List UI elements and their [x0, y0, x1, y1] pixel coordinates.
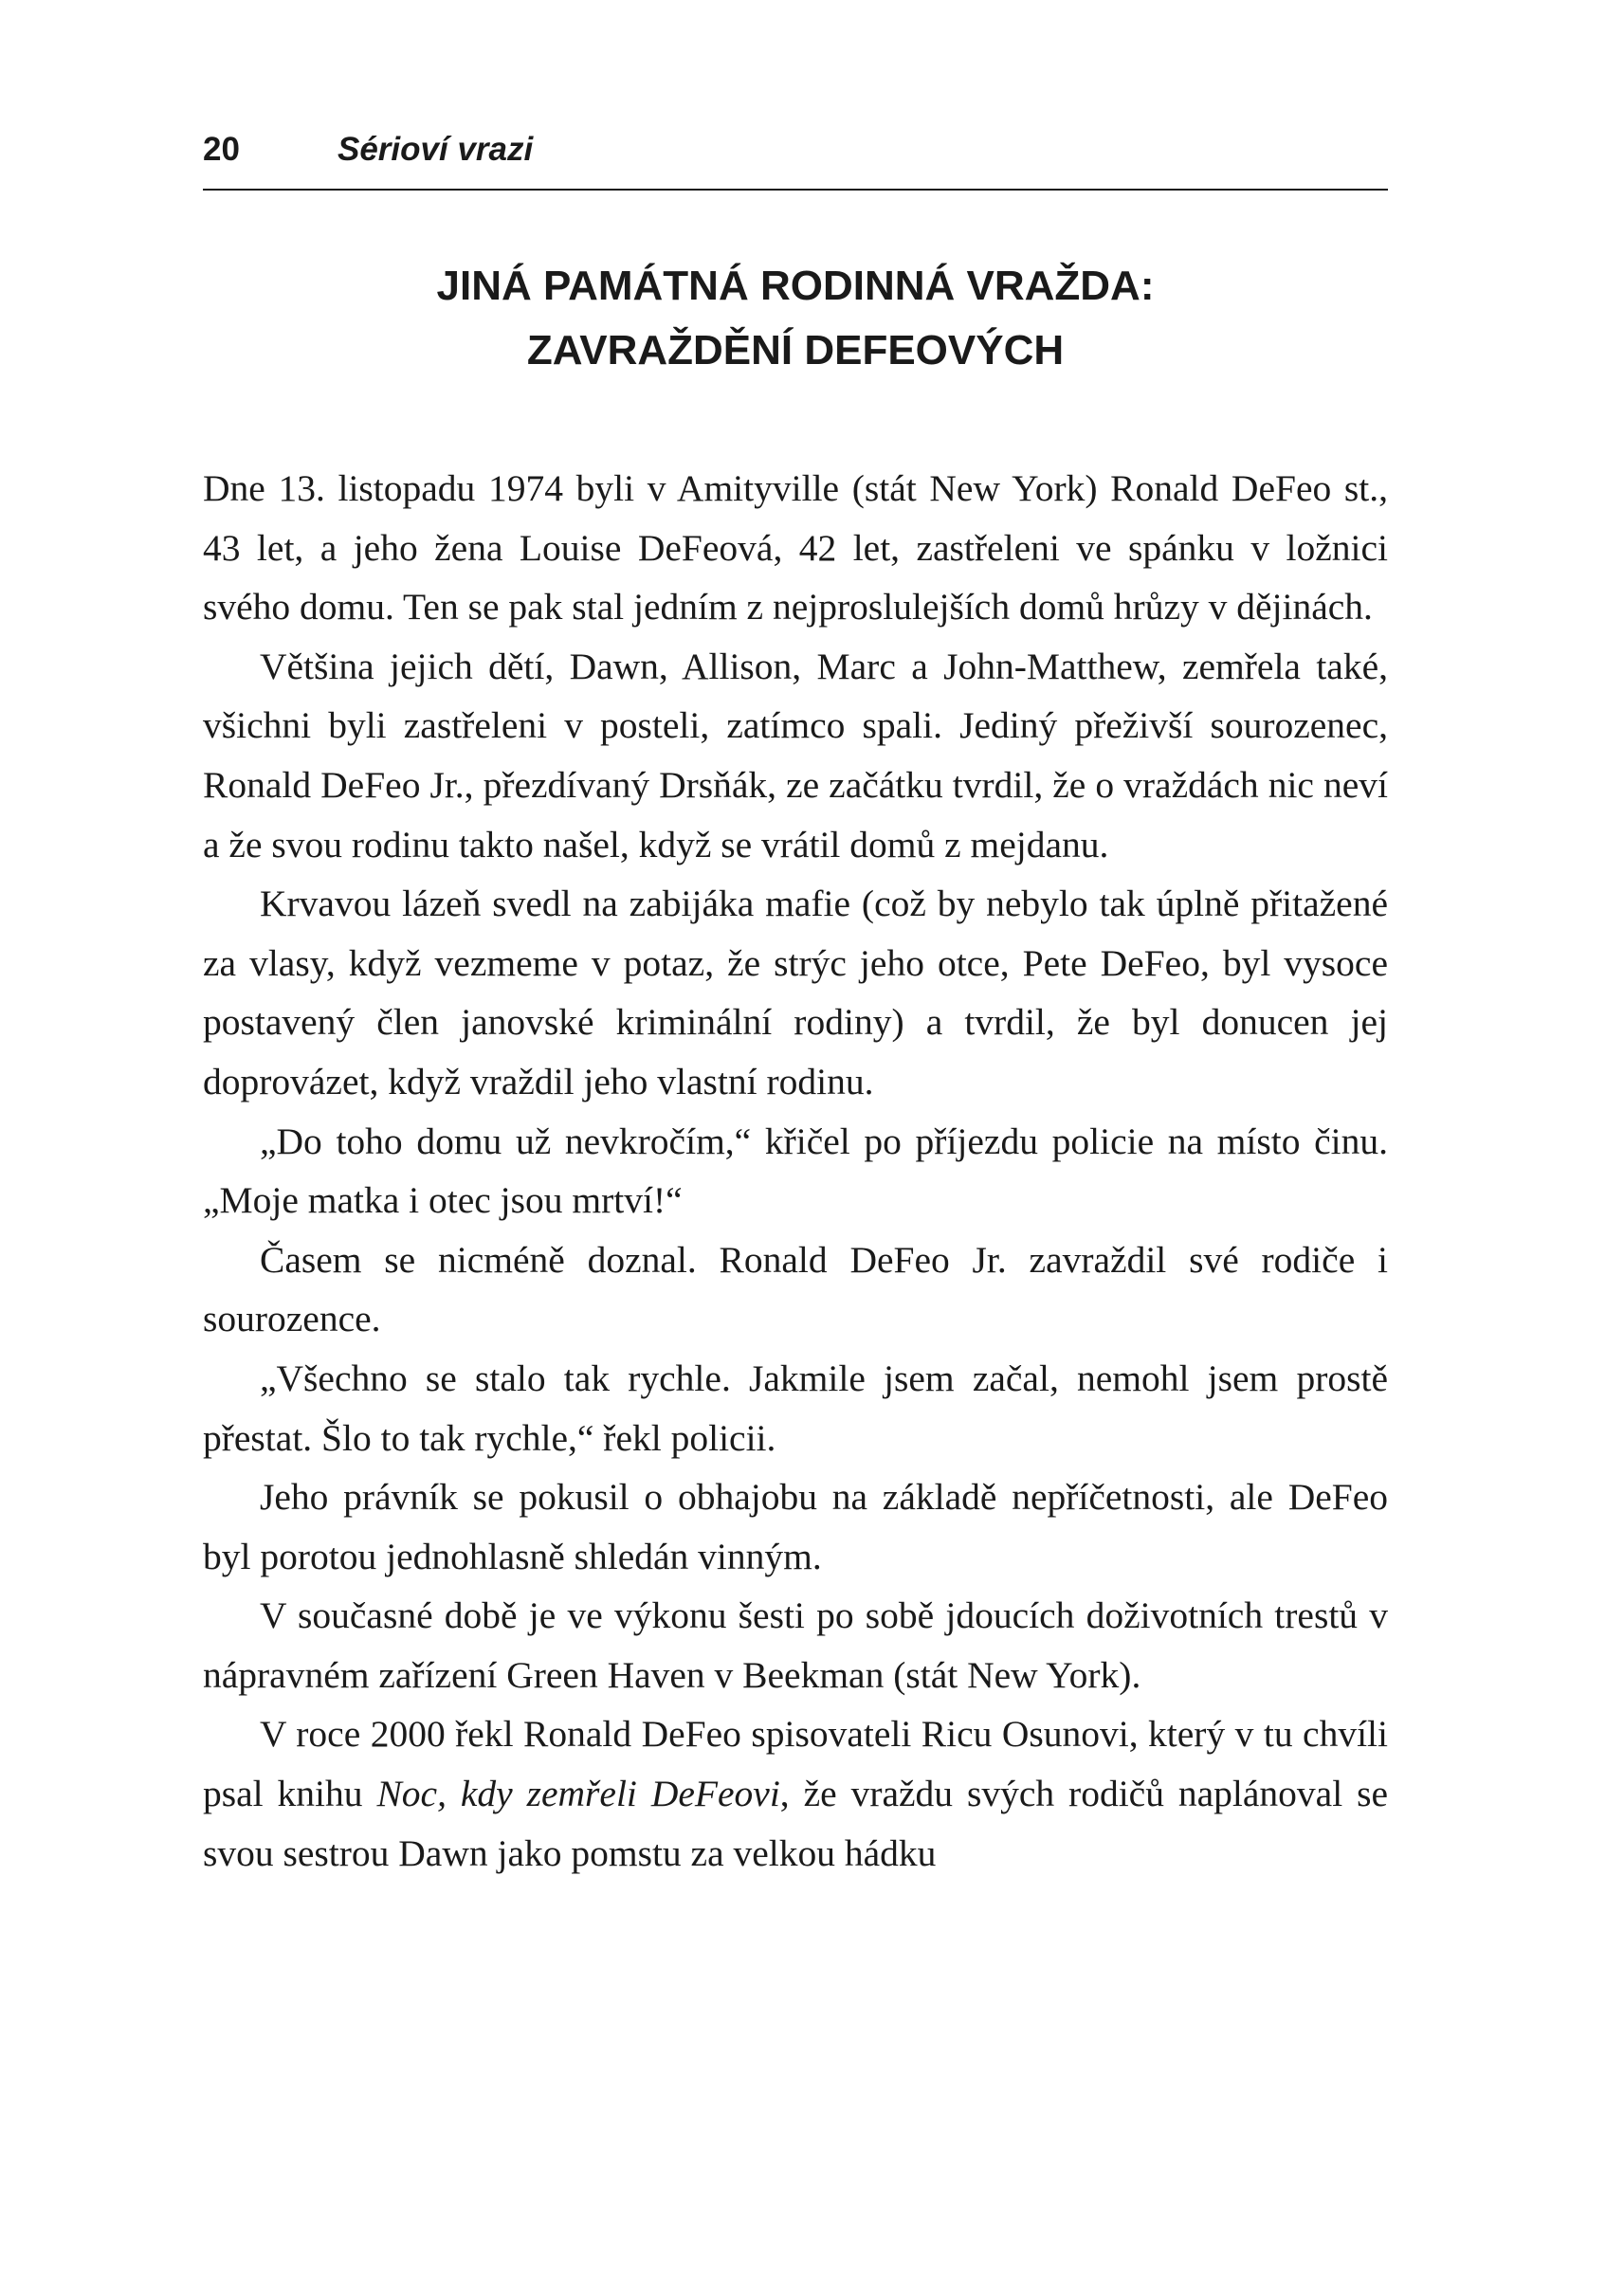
- body-text: [203, 459, 1388, 1883]
- running-head-title: Sérioví vrazi: [338, 131, 534, 168]
- page-number: 20: [203, 131, 240, 168]
- paragraph-4: „Do toho domu už nevkročím,“ křičel po příjezdu policie na místo činu. „Moje matka i otec jsou mrtví!“: [203, 1120, 1388, 1222]
- paragraph-9-text-end: , že vraždu svých rodičů naplánoval se svou sestrou Dawn jako pomstu za velkou hádku: [203, 1773, 1388, 1874]
- paragraph-9: [203, 1704, 1388, 1883]
- header-rule: [203, 189, 1388, 191]
- paragraph-5: Časem se nicméně doznal. Ronald DeFeo Jr. zavraždil své rodiče i sourozence.: [203, 1238, 1388, 1340]
- paragraph-6: „Všechno se stalo tak rychle. Jakmile jsem začal, nemohl jsem prostě přestat. Šlo to tak rychle,“ řekl policii.: [203, 1357, 1388, 1459]
- paragraph-7: Jeho právník se pokusil o obhajobu na základě nepříčetnosti, ale DeFeo byl porotou jednohlasně shledán vinným.: [203, 1476, 1388, 1577]
- paragraph-3: Krvavou lázeň svedl na zabijáka mafie (což by nebylo tak úplně přitažené za vlasy, když vezmeme v potaz, že strýc jeho otce, Pete DeFeo, byl vysoce postavený člen janovské kriminální rodiny) a tvrdil, že byl donucen jej doprovázet, když vraždil jeho vlastní rodinu.: [203, 883, 1388, 1102]
- paragraph-9-text-start: V roce 2000 řekl Ronald DeFeo spisovateli Ricu Osunovi, který v tu chvíli psal knihu: [203, 1713, 1388, 1815]
- paragraph-8: V současné době je ve výkonu šesti po sobě jdoucích doživotních trestů v nápravném zařízení Green Haven v Beekman (stát New York).: [203, 1594, 1388, 1696]
- chapter-title-line-1: JINÁ PAMÁTNÁ RODINNÁ VRAŽDA:: [436, 263, 1155, 309]
- book-title-mention: Noc, kdy zemřeli DeFeovi: [376, 1773, 780, 1815]
- chapter-title: [203, 254, 1388, 383]
- chapter-title-line-2: ZAVRAŽDĚNÍ DEFEOVÝCH: [526, 327, 1065, 373]
- paragraph-2: Většina jejich dětí, Dawn, Allison, Marc a John-Matthew, zemřela také, všichni byli zastřeleni v posteli, zatímco spali. Jediný přeživší sourozenec, Ronald DeFeo Jr., přezdívaný Drsňák, ze začátku tvrdil, že o vraždách nic neví a že svou rodinu takto našel, když se vrátil domů z mejdanu.: [203, 645, 1388, 865]
- running-head: [203, 131, 1388, 188]
- paragraph-1: Dne 13. listopadu 1974 byli v Amityville (stát New York) Ronald DeFeo st., 43 let, a jeho žena Louise DeFeová, 42 let, zastřeleni ve spánku v ložnici svého domu. Ten se pak stal jedním z nejproslulejších domů hrůzy v dějinách.: [203, 467, 1388, 628]
